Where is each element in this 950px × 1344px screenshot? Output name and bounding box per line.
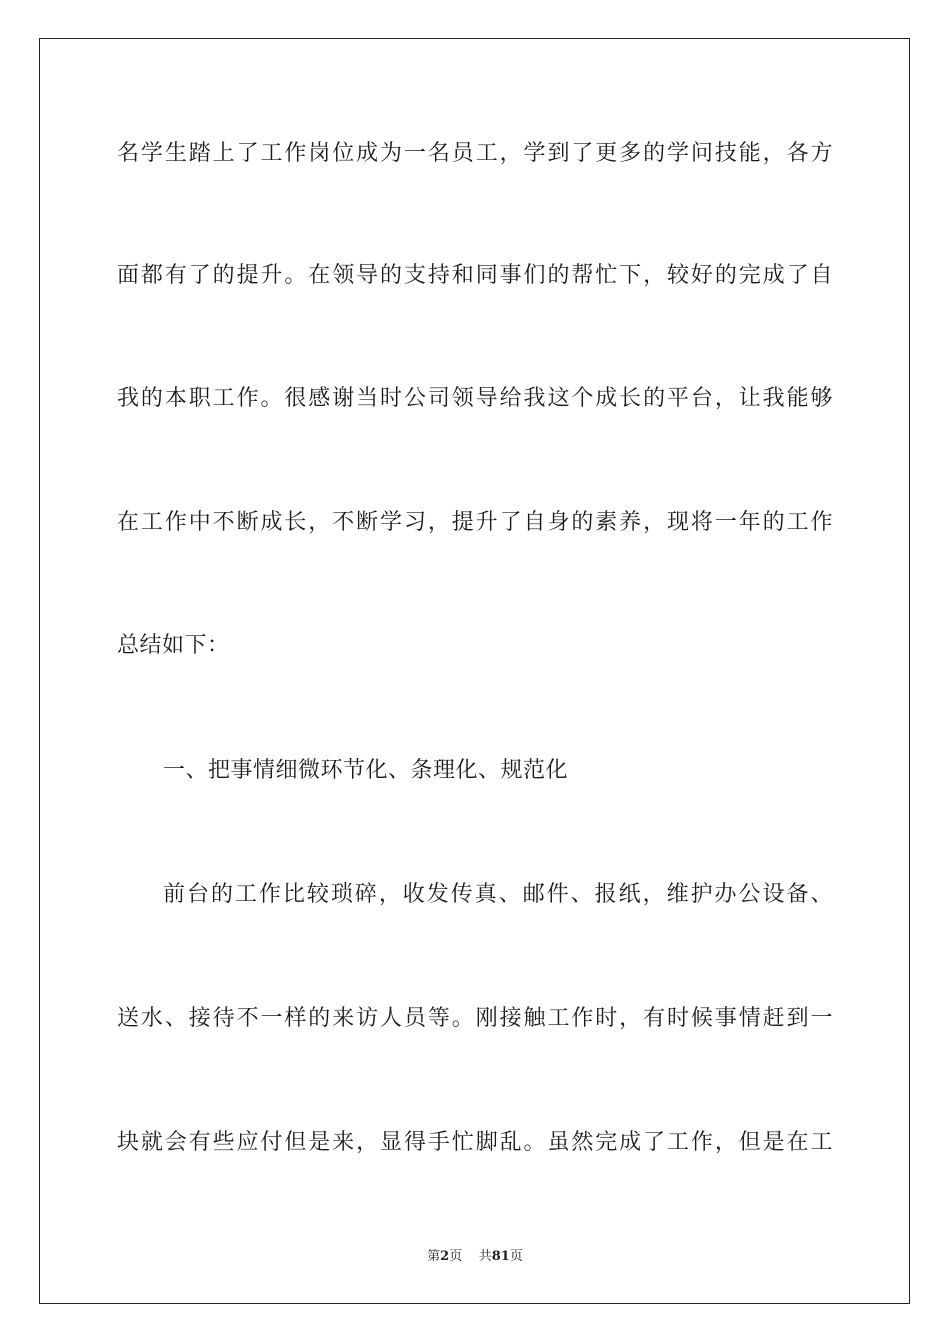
total-prefix: 共 [478,1249,492,1264]
body-text-line: 名学生踏上了工作岗位成为一名员工，学到了更多的学问技能，各方 [117,141,833,166]
page-footer [0,1248,950,1266]
body-text-line: 我的本职工作。很感谢当时公司领导给我这个成长的平台，让我能够 [117,386,833,411]
page-number: 2 [440,1249,450,1264]
page-border [39,38,910,1304]
page-suffix: 页 [449,1249,463,1264]
body-text-line: 在工作中不断成长，不断学习，提升了自身的素养，现将一年的工作 [117,510,833,535]
section-heading: 一、把事情细微环节化、条理化、规范化 [163,758,569,783]
total-suffix: 页 [509,1249,523,1264]
body-text-line: 面都有了的提升。在领导的支持和同事们的帮忙下，较好的完成了自 [117,263,833,288]
body-text-line: 块就会有些应付但是来，显得手忙脚乱。虽然完成了工作，但是在工 [117,1130,833,1155]
page-prefix: 第 [427,1249,441,1264]
body-text-line: 送水、接待不一样的来访人员等。刚接触工作时，有时候事情赶到一 [117,1006,833,1031]
body-text-line: 总结如下： [117,633,230,658]
total-pages: 81 [491,1249,510,1264]
body-text-line: 前台的工作比较琐碎，收发传真、邮件、报纸，维护办公设备、 [163,882,833,907]
